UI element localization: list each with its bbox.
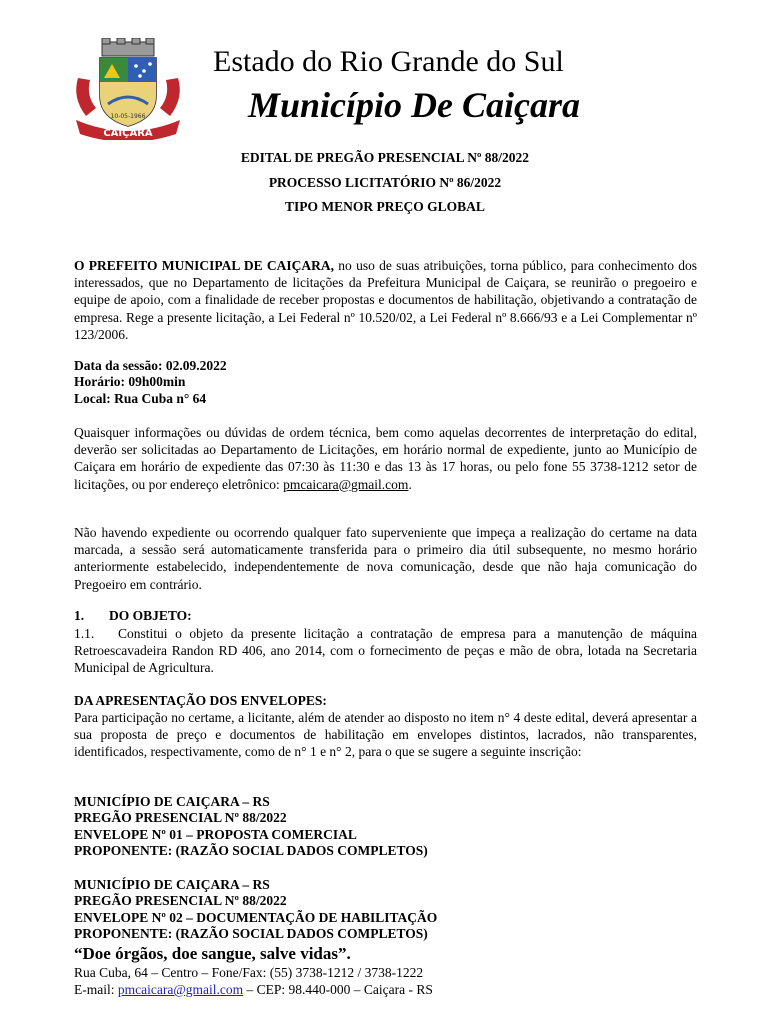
envelope2-line: MUNICÍPIO DE CAIÇARA – RS <box>74 877 270 892</box>
intro-text: no uso de suas atribuições, torna público, para conhecimento dos interessados, que no Departamento de licitações da Prefeitura Municipal de Caiçara, se reunirão o pregoeiro e equipe de apoio, com a finalidade de receber propostas e documentos de habilitação, objetivando a contratação de empresa. Rege a presente licitação, a Lei Federal nº 10.520/02, a Lei Federal nº 8.666/93 e a Lei Complementar nº 123/2006. <box>74 258 697 342</box>
envelope2-line: PREGÃO PRESENCIAL Nº 88/2022 <box>74 893 287 908</box>
transfer-paragraph: Não havendo expediente ou ocorrendo qualquer fato superveniente que impeça a realização do certame na data marcada, a sessão será automaticamente transferida para o primeiro dia útil subsequente, no mesmo horário anteriormente estabelecido, independentemente de nova comunicação, desde que não haja comunicação do Pregoeiro em contrário. <box>74 525 697 592</box>
crest-text: CAIÇARA <box>103 128 153 139</box>
municipal-crest <box>72 38 184 140</box>
session-place: Local: Rua Cuba n° 64 <box>74 391 207 406</box>
footer-email-label: E-mail: <box>74 982 118 997</box>
session-time: Horário: 09h00min <box>74 374 186 389</box>
info-email-link[interactable]: pmcaicara@gmail.com <box>283 476 409 492</box>
state-title: Estado do Rio Grande do Sul <box>213 45 564 78</box>
objeto-item <box>74 625 697 677</box>
envelope2-line: PROPONENTE: (RAZÃO SOCIAL DADOS COMPLETOS) <box>74 926 428 941</box>
info-end: . <box>408 476 412 492</box>
envelope2-line: ENVELOPE Nº 02 – DOCUMENTAÇÃO DE HABILITAÇÃO <box>74 910 438 925</box>
objeto-item-text: Constitui o objeto da presente licitação a contratação de empresa para a manutenção de máquina Retroescavadeira Randon RD 406, ano 2014, com o fornecimento de peças e mão de obra, lotada na Secretaria Municipal de Agricultura. <box>74 626 697 676</box>
process-title: PROCESSO LICITATÓRIO Nº 86/2022 <box>268 175 502 190</box>
footer-address: Rua Cuba, 64 – Centro – Fone/Fax: (55) 3738-1212 / 3738-1222 <box>74 965 424 980</box>
envelopes-title: DA APRESENTAÇÃO DOS ENVELOPES: <box>74 693 327 708</box>
objeto-item-number: 1.1. <box>74 626 95 641</box>
objeto-title: DO OBJETO: <box>109 608 192 623</box>
envelope1-line: MUNICÍPIO DE CAIÇARA – RS <box>74 794 270 809</box>
info-text: Quaisquer informações ou dúvidas de ordem técnica, bem como aquelas decorrentes de interpretação do edital, deverão ser solicitadas ao Departamento de Licitações, em horário normal de expediente, junto ao Município de Caiçara em horário de expediente das 07:30 às 11:30 e das 13 às 17 horas, ou pelo fone 55 3738-1212 setor de licitações, ou por endereço eletrônico: <box>74 425 697 492</box>
crest-date: 10-05-1966 <box>110 113 146 120</box>
session-date: Data da sessão: 02.09.2022 <box>74 358 227 373</box>
info-paragraph <box>74 424 697 493</box>
intro-lead: O PREFEITO MUNICIPAL DE CAIÇARA, <box>74 258 335 273</box>
objeto-number: 1. <box>74 608 85 623</box>
municipality-title: Município De Caiçara <box>248 85 581 125</box>
envelope1-line: PROPONENTE: (RAZÃO SOCIAL DADOS COMPLETOS) <box>74 843 428 858</box>
footer-email-link[interactable]: pmcaicara@gmail.com <box>117 982 244 997</box>
footer-cep: – CEP: 98.440-000 – Caiçara - RS <box>243 982 433 997</box>
envelopes-paragraph: Para participação no certame, a licitante, além de atender ao disposto no item n° 4 deste edital, deverá apresentar a sua proposta de preço e documentos de habilitação em envelopes distintos, lacrados, não transparentes, identificados, respectivamente, como de n° 1 e n° 2, para o que se sugere a seguinte inscrição: <box>74 710 697 760</box>
footer-contact <box>74 981 433 998</box>
envelope1-line: PREGÃO PRESENCIAL Nº 88/2022 <box>74 810 287 825</box>
type-title: TIPO MENOR PREÇO GLOBAL <box>285 199 485 214</box>
envelope1-line: ENVELOPE Nº 01 – PROPOSTA COMERCIAL <box>74 827 357 842</box>
footer-motto: “Doe órgãos, doe sangue, salve vidas”. <box>74 944 351 963</box>
intro-paragraph <box>74 257 697 343</box>
edital-title: EDITAL DE PREGÃO PRESENCIAL Nº 88/2022 <box>240 150 530 165</box>
